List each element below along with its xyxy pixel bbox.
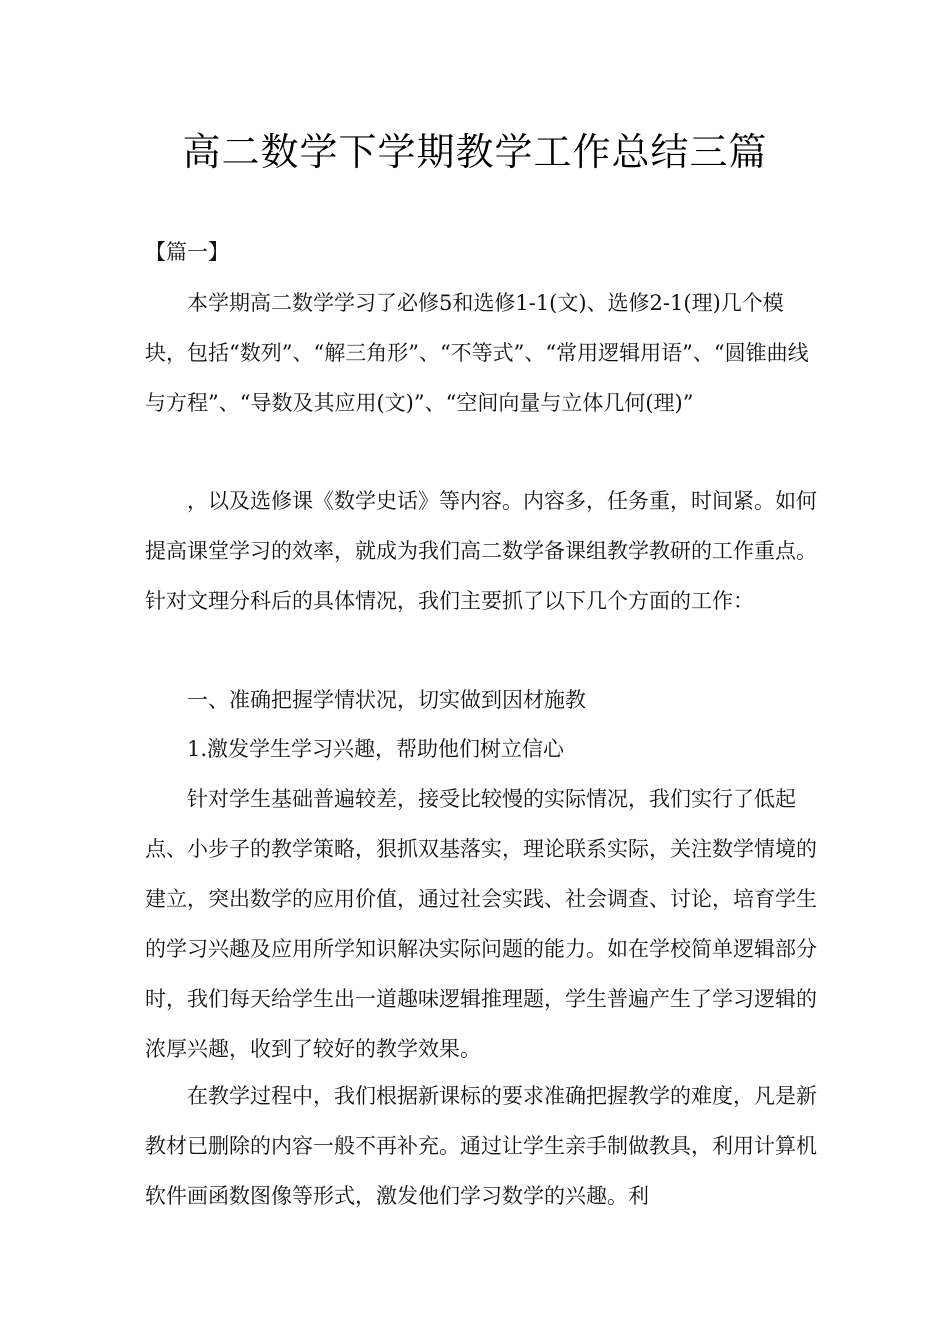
section-label: 【篇一】 [145, 240, 229, 264]
document-title: 高二数学下学期教学工作总结三篇 [182, 130, 768, 174]
heading-section-one: 一、准确把握学情状况，切实做到因材施教 [187, 688, 586, 712]
paragraph-intro: 本学期高二数学学习了必修5和选修1-1(文)、选修2-1(理)几个模块，包括“数列”、“解三角形”、“不等式”、“常用逻辑用语”、“圆锥曲线与方程”、“导数及其应用(文)”、“空间向量与立体几何(理)” [145, 291, 809, 415]
heading-subsection-one: 1.激发学生学习兴趣，帮助他们树立信心 [187, 737, 565, 761]
paragraph-strategy: 针对学生基础普遍较差，接受比较慢的实际情况，我们实行了低起点、小步子的教学策略，狠抓双基落实，理论联系实际，关注数学情境的建立，突出数学的应用价值，通过社会实践、社会调查、讨论，培育学生的学习兴趣及应用所学知识解决实际问题的能力。如在学校简单逻辑部分时，我们每天给学生出一道趣味逻辑推理题，学生普遍产生了学习逻辑的浓厚兴趣，收到了较好的教学效果。 [145, 787, 817, 1061]
paragraph-continuation: ，以及选修课《数学史话》等内容。内容多，任务重，时间紧。如何提高课堂学习的效率，就成为我们高二数学备课组教学教研的工作重点。针对文理分科后的具体情况，我们主要抓了以下几个方面的工作： [145, 489, 817, 613]
paragraph-teaching-process: 在教学过程中，我们根据新课标的要求准确把握教学的难度，凡是新教材已删除的内容一般不再补充。通过让学生亲手制做教具，利用计算机软件画函数图像等形式，激发他们学习数学的兴趣。利 [145, 1084, 817, 1208]
